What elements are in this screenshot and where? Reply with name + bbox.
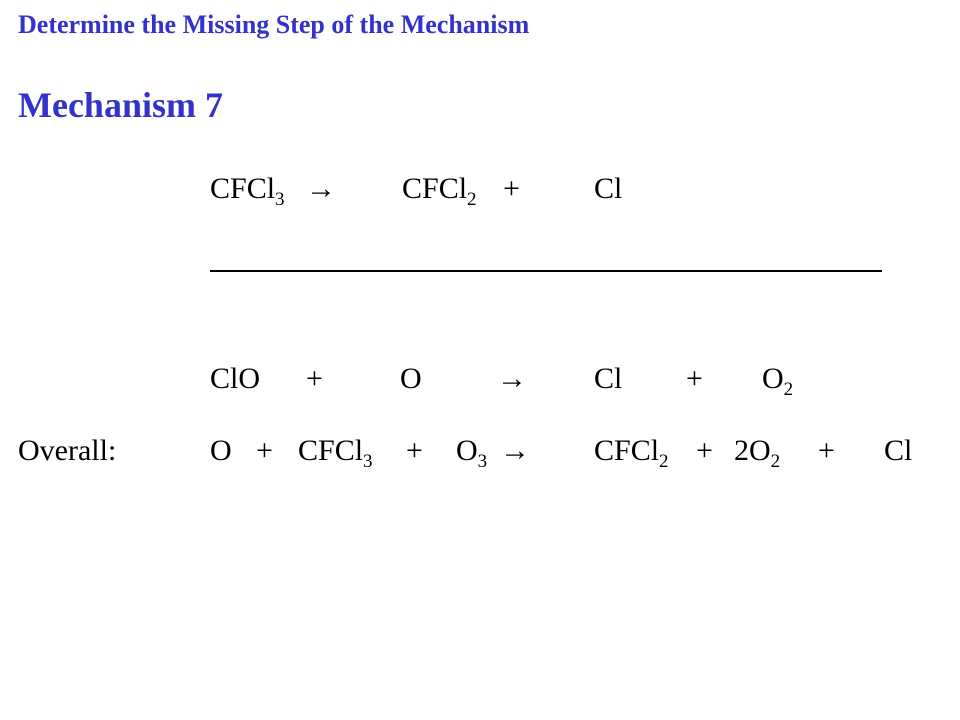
overall-reactant1: O — [210, 434, 232, 467]
slide-heading: Determine the Missing Step of the Mechanism — [18, 10, 530, 39]
overall-plus3: + — [696, 434, 713, 467]
step1-plus: + — [503, 172, 520, 205]
overall-product3: Cl — [884, 434, 913, 467]
step1-product1: CFCl$_2$ — [402, 172, 477, 210]
step1-reactant: CFCl$_3$ — [210, 172, 285, 210]
step1-product2: Cl — [594, 172, 623, 205]
page-title: Mechanism 7 — [18, 85, 223, 125]
step3-plus2: + — [686, 362, 703, 395]
overall-arrow: → — [500, 434, 530, 467]
missing-step-blank-line — [210, 270, 882, 272]
overall-label: Overall: — [18, 434, 117, 467]
overall-reactant2: CFCl$_3$ — [298, 434, 373, 472]
step3-arrow: → — [497, 362, 527, 395]
step3-plus1: + — [306, 362, 323, 395]
step1-arrow: → — [306, 172, 336, 205]
step3-product2: $O_2$ — [762, 362, 794, 400]
overall-plus4: + — [818, 434, 835, 467]
overall-product1: CFCl$_2$ — [594, 434, 669, 472]
overall-product2: $2O_2$ — [734, 434, 781, 472]
step3-product1: Cl — [594, 362, 623, 395]
overall-reactant3: $O_3$ — [456, 434, 488, 472]
step3-reactant2: O — [400, 362, 422, 395]
overall-plus2: + — [406, 434, 423, 467]
step3-reactant1: ClO — [210, 362, 261, 395]
overall-plus1: + — [256, 434, 273, 467]
